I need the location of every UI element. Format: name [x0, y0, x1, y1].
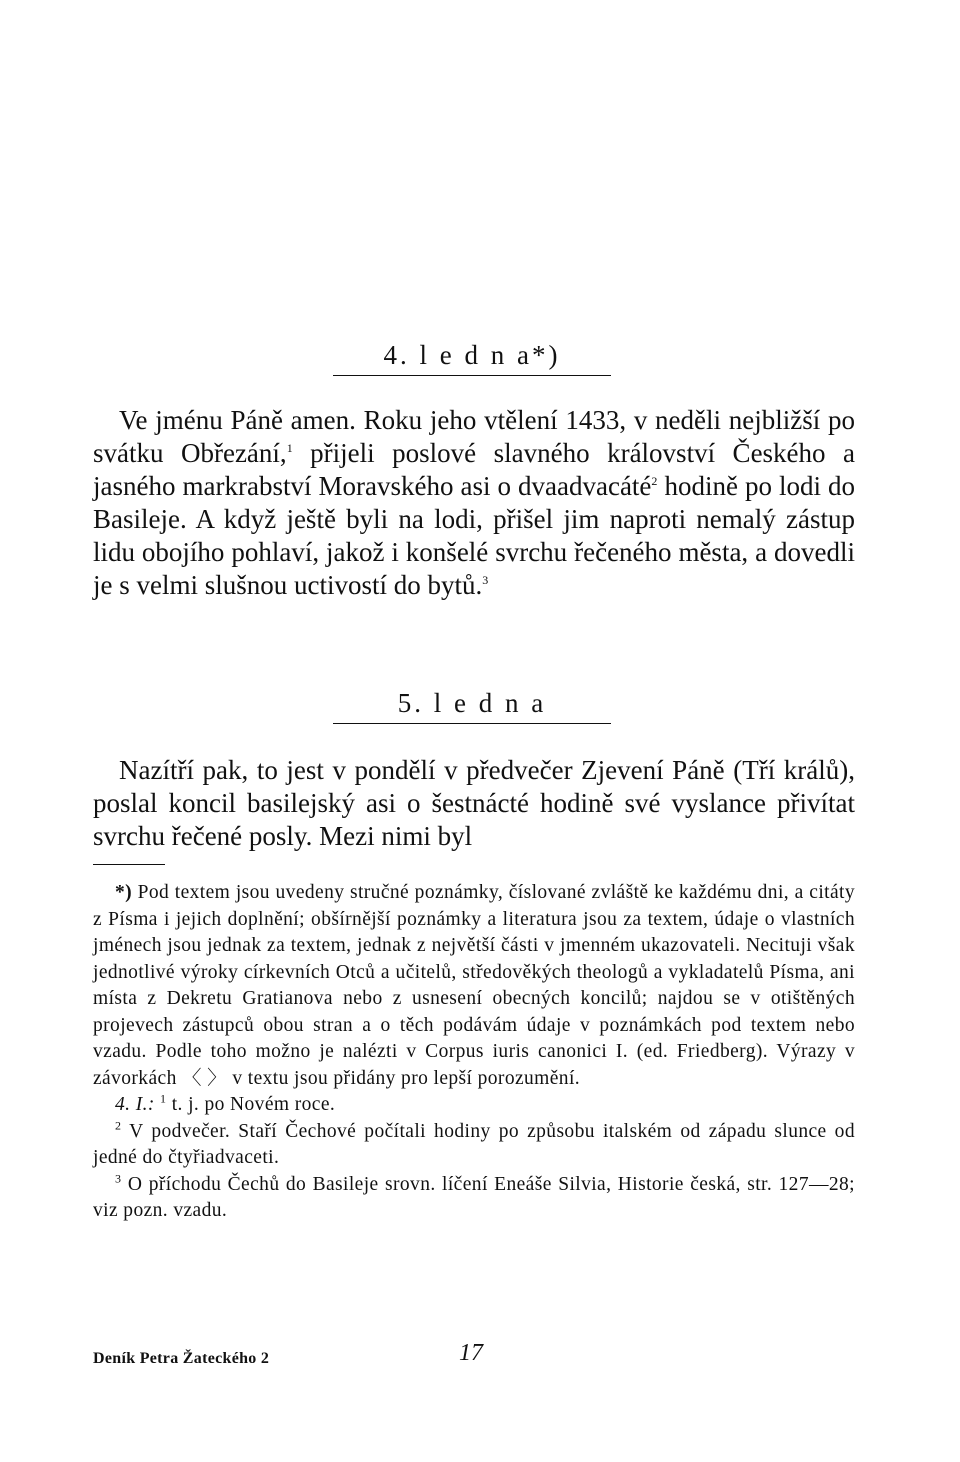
footnote-number: 1	[160, 1091, 167, 1106]
footnote-text: t. j. po Novém roce.	[171, 1094, 336, 1115]
footnote-number: 2	[115, 1118, 122, 1132]
page	[93, 0, 855, 1462]
footnote-ref-1[interactable]: 1	[286, 441, 293, 455]
footnote-text: Pod textem jsou uvedeny stručné poznámky, číslované zvláště ke každému dni, a citáty z Písma i jejich doplnění; obšírnější poznámky a literatura jsou za textem, údaje o vlastních jménech jsou jednak za textem, jednak z největší části v jmenném ukazovateli. Necituji však jednotlivé výroky církevních Otců a učitelů, středověkých theologů a vykladatelů Písma, ani místa z Dekretu Gratianova nebo z usnesení obecných koncilů; najdou se v otištěných projevech zástupců obou stran a o těch podávám údaje v poznámkách pod textem nebo vzadu. Podle toho možno je nalézti v Corpus iuris canonici I. (ed. Friedberg). Výrazy v závorkách 〈 〉 v textu jsou přidány pro lepší porozumění.	[93, 882, 855, 1089]
footnote-3	[93, 1172, 855, 1225]
footnote-1	[93, 1092, 855, 1119]
footnote-number: 3	[115, 1171, 122, 1185]
diary-entry-jan-4	[93, 404, 855, 602]
footnote-ref-2[interactable]: 2	[651, 474, 658, 488]
footnote-ref-3[interactable]: 3	[482, 573, 489, 587]
section-heading-jan-4: 4. l e d n a*)	[333, 340, 611, 376]
diary-entry-jan-5: Nazítří pak, to jest v pondělí v předvečer Zjevení Páně (Tří králů), poslal koncil basilejský asi o šestnácté hodině své vyslance přivítat svrchu řečené posly. Mezi nimi byl	[93, 755, 855, 851]
footnote-mark: 4. I.:	[115, 1094, 155, 1115]
footnote-text: O příchodu Čechů do Basileje srovn. líčení Eneáše Silvia, Historie česká, str. 127—28; viz pozn. vzadu.	[93, 1173, 855, 1221]
section-heading-jan-5: 5. l e d n a	[333, 688, 611, 724]
printer-signature: Deník Petra Žateckého 2	[93, 1350, 270, 1367]
page-number: 17	[459, 1340, 483, 1366]
footnote-mark: *)	[115, 882, 133, 903]
footnote-text: V podvečer. Staří Čechové počítali hodiny po způsobu italském od západu slunce od jedné do čtyřiadvaceti.	[93, 1120, 855, 1168]
entry-text: Ve jménu Páně amen. Roku jeho vtělení 1433, v neděli nejbližší po svátku Obřezání,	[93, 405, 855, 468]
footnote-divider	[93, 864, 165, 865]
footnote-2	[93, 1119, 855, 1172]
footnotes	[93, 880, 855, 1225]
entry-text: hodině po lodi do Basileje. A když ještě byli na lodi, přišel jim naproti nemalý zástup lidu obojího pohlaví, jakož i konšelé svrchu řečeného města, a dovedli je s velmi slušnou uctivostí do bytů.	[93, 471, 855, 600]
entry-text: přijeli poslové slavného království Českého a jasného markrabství Moravského asi o dvaadvacáté	[93, 438, 856, 501]
footnote-general	[93, 880, 855, 1092]
